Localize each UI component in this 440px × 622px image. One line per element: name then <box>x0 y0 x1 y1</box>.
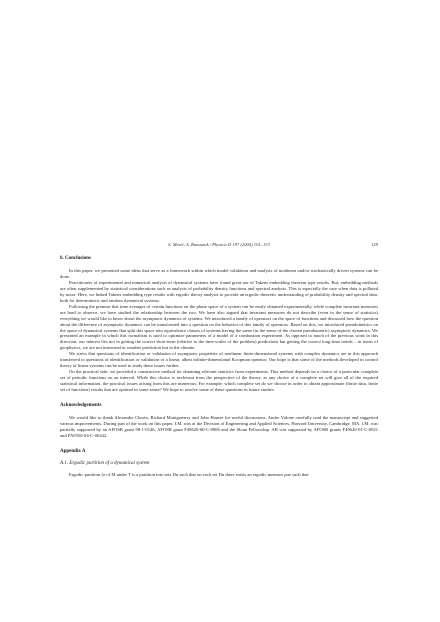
spacer <box>60 393 378 403</box>
spacer <box>60 439 378 449</box>
appendix-section <box>60 449 378 478</box>
paragraph: In this paper, we presented some ideas that serve as a framework within which model validation and analysis of nonlinear and/or stochastically driven systems can be done. <box>60 268 378 279</box>
running-title: S. Mezić, A. Banaszuk / Physica D 197 (2004) 101–133 <box>168 242 270 247</box>
section-heading-acknowledgements: Acknowledgements <box>60 403 102 409</box>
paragraph: On the practical side, we provided a constructive method for obtaining relevant statistics from experiments. This method depends on a choice of a particular complete set of periodic functions on an interval. While this choice is irrelevant from the perspective of the theory, as any choice of a complete set will give all of the required statistical information, the practical issues arising from this are numerous. For example: which complete set do we choose in order to obtain approximate (finite data, finite set of functions) results that are optimal in some sense? We hope to resolve some of these questions in future studies. <box>60 369 378 393</box>
paragraph: Practitioners of experimental and numerical analysis of dynamical systems have found great use of Takens embedding theorem type results. But, embedding methods are often supplemented by statistical considerations such as analysis of probability density functions and spectral analysis. This is especially the case when data is polluted by noise. Here, we linked Takens embedding type results with ergodic theory analysis to provide an ergodic-theoretic understanding of probability density and spectral data, both for deterministic and random dynamical systems. <box>60 279 378 303</box>
paragraph: We stress that questions of identification or validation of asymptotic properties of nonlinear finite-dimensional systems with complex dynamics are in this approach transferred to questions of identification or validation of a linear, albeit infinite-dimensional Koopman operator. Our hope is that some of the methods developed in control theory of linear systems can be used to study these issues further. <box>60 351 378 369</box>
section-heading-conclusions: 6. Conclusions <box>60 256 91 261</box>
page-number: 129 <box>371 242 378 247</box>
paragraph: Following the premise that time averages of certain functions on the phase space of a system can be easily obtained experimentally, while complete invariant measures are hard to observe, we have studied the relationship between the two. We have also argued that invariant measures do not describe (even in the sense of statistics) everything we would like to know about the asymptotic dynamics of systems. We introduced a family of operators on the space of functions and discussed how the question about the difference of asymptotic dynamics can be transformed into a question on the behavior of this family of operators. Based on this, we introduced pseudometrics on the space of dynamical systems that split this space into equivalence classes of systems having the same (in the sense of the chosen pseudometric) asymptotic dynamics. We presented an example in which this formalism is used to optimize parameters of a model of a combustion experiment. As opposed to much of the previous work in this direction, our interest lies not in getting the correct short-term (relative to the time-scales of the problem) predictions but getting the correct long-time trends – in terms of geophysics, we are not interested in weather prediction but in the climate. <box>60 303 378 351</box>
page-content <box>60 256 378 478</box>
subsection-heading: A.1. Ergodic partition of a dynamical system <box>60 460 150 466</box>
paragraph: We would like to thank Alexandre Chorin, Richard Montgomery and John Hauser for useful discussions. Andre Vidone carefully read the manuscript and suggested various improvements. During part of the work on this paper, I.M. was at the Division of Engineering and Applied Sciences, Harvard University, Cambridge, MA. I.M. was partially supported by an AFOSR grant 98-1-0146, AFOSR grant F49620-00-C-0006 and the Sloan Fellowship. AB was supported by AFOSR grants F49620-01-C-0021 and FA9550-04-C-00442. <box>60 415 378 438</box>
paragraph: Ergodic partition ζe of M under T is a partition into sets Dα such that on each set Dα there exists an ergodic measure μαe such that <box>69 471 309 477</box>
acknowledgements-section <box>60 403 378 439</box>
conclusions-section <box>60 256 378 393</box>
section-heading-appendix: Appendix A <box>60 448 86 454</box>
